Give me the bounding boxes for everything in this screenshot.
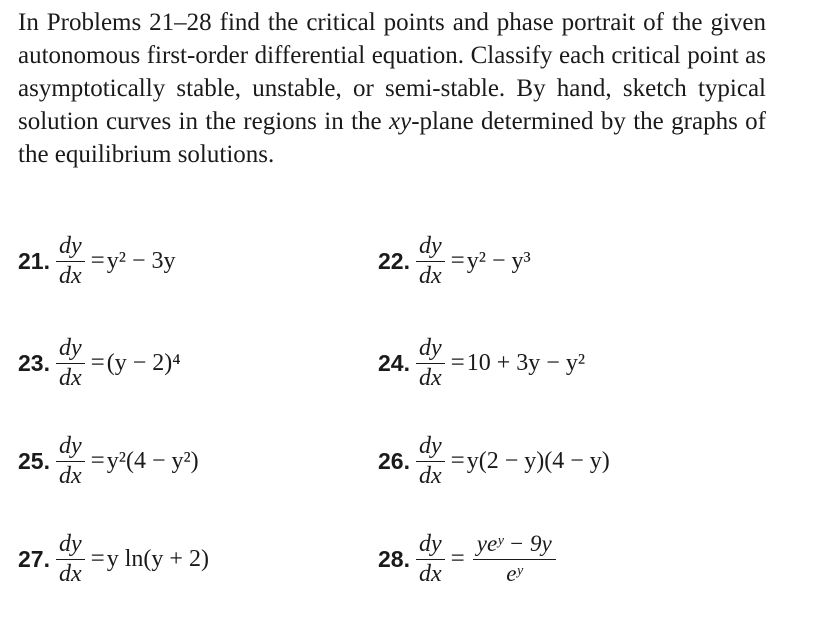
equals-sign: = — [450, 545, 465, 572]
equation-rhs: (y − 2)⁴ — [106, 349, 181, 376]
equals-sign: = — [90, 447, 105, 474]
problem-24 — [378, 328, 585, 398]
problem-25 — [18, 426, 199, 496]
equals-sign: = — [90, 247, 105, 274]
fraction-denominator: dx — [418, 365, 442, 391]
problem-22 — [378, 226, 531, 296]
problem-23 — [18, 328, 181, 398]
derivative-fraction — [416, 433, 445, 489]
instructions-italic-xy: xy — [389, 108, 412, 135]
derivative-fraction — [56, 433, 85, 489]
fraction-denominator: dx — [58, 561, 82, 587]
equals-sign: = — [450, 349, 465, 376]
fraction-numerator: dy — [416, 433, 445, 462]
fraction-denominator: dx — [418, 463, 442, 489]
derivative-fraction — [416, 531, 445, 587]
equation-rhs: y(2 − y)(4 − y) — [466, 447, 610, 474]
equation-rhs: y² − 3y — [106, 247, 176, 274]
fraction-denominator: dx — [418, 263, 442, 289]
equals-sign: = — [450, 247, 465, 274]
derivative-fraction — [56, 531, 85, 587]
fraction-numerator: dy — [56, 433, 85, 462]
derivative-fraction — [416, 335, 445, 391]
problem-instructions — [18, 6, 766, 171]
rhs-numerator: yeʸ − 9y — [473, 531, 556, 560]
equals-sign: = — [90, 349, 105, 376]
rhs-denominator: eʸ — [506, 561, 523, 586]
fraction-denominator: dx — [58, 365, 82, 391]
fraction-denominator: dx — [58, 463, 82, 489]
problem-number: 27. — [18, 545, 50, 572]
problem-number: 26. — [378, 447, 410, 474]
instructions-text-end: -plane determined by the graphs of the equilibrium solutions. — [18, 108, 766, 168]
fraction-denominator: dx — [418, 561, 442, 587]
fraction-denominator: dx — [58, 263, 82, 289]
equals-sign: = — [450, 447, 465, 474]
problem-27 — [18, 524, 209, 594]
derivative-fraction — [56, 335, 85, 391]
fraction-numerator: dy — [416, 233, 445, 262]
equation-rhs-fraction — [473, 531, 556, 587]
equals-sign: = — [90, 545, 105, 572]
fraction-numerator: dy — [56, 233, 85, 262]
equation-rhs: 10 + 3y − y² — [466, 349, 586, 376]
problem-number: 22. — [378, 247, 410, 274]
equation-rhs: y²(4 − y²) — [106, 447, 199, 474]
problem-26 — [378, 426, 610, 496]
problem-21 — [18, 226, 175, 296]
problem-number: 21. — [18, 247, 50, 274]
instructions-text-start: In Problems 21–28 find the critical points and phase portrait of the given autonomous first-order differential equation. Classify each critical point as asymptotically stable, unstable, or semi-stable. By hand, sketch typical solution curves in the regions in the — [18, 9, 766, 135]
fraction-numerator: dy — [416, 335, 445, 364]
problem-number: 23. — [18, 349, 50, 376]
problem-number: 24. — [378, 349, 410, 376]
derivative-fraction — [56, 233, 85, 289]
fraction-numerator: dy — [416, 531, 445, 560]
problem-number: 28. — [378, 545, 410, 572]
problem-28 — [378, 524, 556, 594]
problem-number: 25. — [18, 447, 50, 474]
fraction-numerator: dy — [56, 531, 85, 560]
equation-rhs: y² − y³ — [466, 247, 531, 274]
derivative-fraction — [416, 233, 445, 289]
equation-rhs: y ln(y + 2) — [106, 545, 209, 572]
fraction-numerator: dy — [56, 335, 85, 364]
